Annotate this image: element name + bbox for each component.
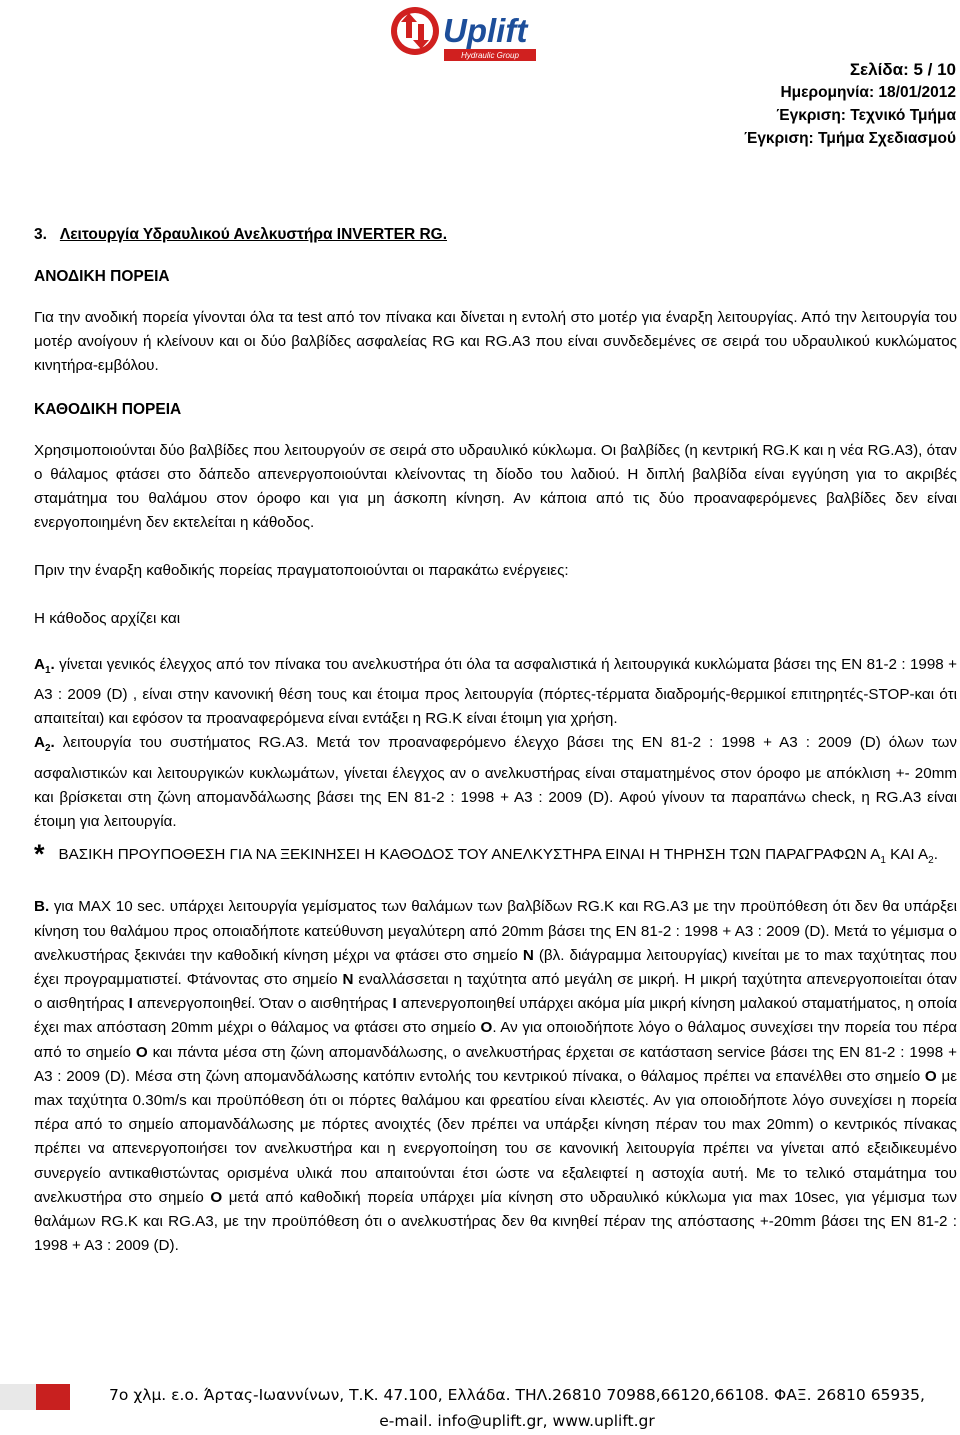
step-b-text: και πάντα μέσα στη ζώνη απομανδάλωσης, ο ανελκυστήρας έρχεται σε κατάσταση service βάσει της EN 81-2 : 1998 + A3 : 2009 (D). Μέσα στη ζώνη απομανδάλωσης κατόπιν εντολής του κεντρικού πίνακα, ο θάλαμος πρέπει να επανέλθει στο σημείο	[34, 1043, 957, 1085]
footer-address: 7ο χλμ. ε.ο. Άρτας-Ιωαννίνων, Τ.Κ. 47.100, Ελλάδα. ΤΗΛ.26810 70988,66120,66108. ΦΑΞ. 26810 65935,	[109, 1386, 925, 1404]
step-b-marker: Ο	[924, 1067, 937, 1085]
approval-design: Έγκριση: Τμήμα Σχεδιασμού	[744, 130, 956, 147]
step-b-text: μετά από καθοδική πορεία υπάρχει μία κίνηση στο υδραυλικό κύκλωμα για max 10sec, για γέμισμα των θαλάμων RG.K και RG.A3, με την προϋπόθεση ότι ο ανελκυστήρας δεν θα κινηθεί πέραν της απόστασης +-20mm βάσει της EN 81-2 : 1998 + A3 : 2009 (D).	[34, 1188, 957, 1255]
page-footer	[0, 1380, 960, 1435]
section-title: Λειτουργία Υδραυλικού Ανελκυστήρα INVERTER RG.	[59, 226, 448, 243]
step-b-marker: Ο	[135, 1043, 148, 1061]
ascending-heading: ΑΝΟΔΙΚΗ ΠΟΡΕΙΑ	[34, 268, 170, 285]
logo-tagline: Hydraulic Group	[461, 51, 519, 60]
step-b-marker: Ι	[392, 995, 397, 1013]
descent-starts-paragraph: Η κάθοδος αρχίζει και	[34, 609, 181, 627]
ascending-paragraph: Για την ανοδική πορεία γίνονται όλα τα test από τον πίνακα και δίνεται η εντολή στο μοτέρ για έναρξη λειτουργίας. Από την λειτουργία του μοτέρ ανοίγουν ή κλείνουν και οι δύο βαλβίδες ασφαλείας RG και RG.A3 που είναι συνδεδεμένες σε σειρά του υδραυλικού κυκλώματος κινητήρα-εμβόλου.	[34, 309, 957, 375]
step-b-text: . Αν για οποιοδήποτε λόγο ο θάλαμος συνεχίσει την πορεία του πέρα από το σημείο	[34, 1019, 957, 1061]
step-b-label: B.	[34, 898, 50, 916]
step-b-marker: Ν	[522, 946, 534, 964]
descending-paragraph: Χρησιμοποιούνται δύο βαλβίδες που λειτουργούν σε σειρά στο υδραυλικό κύκλωμα. Οι βαλβίδες (η κεντρική RG.K και η νέα RG.A3), όταν ο θάλαμος φτάσει στο δάπεδο απενεργοποιούνται κλείνοντας τη δίοδο του λαδιού. Η διπλή βαλβίδα είναι εγγύηση για το ακριβές σταμάτημα του θαλάμου στον όροφο και για μη άσκοπη κίνηση. Αν κάποια από τις δύο προαναφερόμενες βαλβίδες δεν είναι ενεργοποιημένη δεν εκτελείται η κάθοδος.	[34, 441, 957, 532]
step-b-marker: Ν	[342, 970, 354, 988]
step-b-text: απενεργοποιηθεί υπάρχει ακόμα μία μικρή κίνηση μαλακού σταματήματος, η οποία έχει max απόσταση 20mm μέχρι ο θάλαμος να φτάσει στο σημείο	[34, 995, 958, 1037]
document-date: Ημερομηνία: 18/01/2012	[780, 84, 956, 101]
note-text: ΒΑΣΙΚΗ ΠΡΟΥΠΟΘΕΣΗ ΓΙΑ ΝΑ ΞΕΚΙΝΗΣΕΙ Η ΚΑΘΟΔΟΣ ΤΟΥ ΑΝΕΛΚΥΣΤΗΡΑ ΕΙΝΑΙ Η ΤΗΡΗΣΗ ΤΩΝ ΠΑΡΑΓΡΑΦΩΝ Α	[58, 846, 881, 864]
company-logo	[388, 4, 538, 70]
basic-condition-note: * ΒΑΣΙΚΗ ΠΡΟΥΠΟΘΕΣΗ ΓΙΑ ΝΑ ΞΕΚΙΝΗΣΕΙ Η ΚΑΘΟΔΟΣ ΤΟΥ ΑΝΕΛΚΥΣΤΗΡΑ ΕΙΝΑΙ Η ΤΗΡΗΣΗ ΤΩΝ ΠΑΡΑΓΡΑΦΩΝ $A_1$ ΚΑΙ $A_2$.	[34, 839, 938, 870]
step-a1-label: $A_1$.	[34, 655, 55, 676]
step-a2-paragraph	[34, 731, 957, 834]
section-heading	[34, 226, 957, 244]
page-number: Σελίδα: 5 / 10	[849, 60, 956, 79]
step-a1-text: γίνεται γενικός έλεγχος από τον πίνακα του ανελκυστήρα ότι όλα τα ασφαλιστικά ή λειτουργικά κυκλώματα βάσει της EN 81-2 : 1998 + A3 : 2009 (D) , είναι στην κανονική θέση τους και έτοιμα προς λειτουργία (πόρτες-τέρματα διαδρομής-θερμικοί επιτηρητές-STOP-και ότι απαιτείται) και εφόσον τα προαναφερόμενα είναι εντάξει η RG.K είναι έτοιμη για χρήση.	[34, 655, 957, 728]
step-b-text: εναλλάσσεται η ταχύτητα από μεγάλη σε μικρή. Η μικρή ταχύτητα απενεργοποιείται όταν ο αισθητήρας	[34, 970, 958, 1013]
step-a2-text: λειτουργία του συστήματος RG.A3. Μετά τον προαναφερόμενο έλεγχο βάσει της EN 81-2 : 1998 + A3 : 2009 (D) όλων των ασφαλιστικών και λειτουργικών κυκλωμάτων, γίνεται έλεγχος αν ο ανελκυστήρας είναι σταματημένος στον όροφο με απόκλιση +- 20mm και βρίσκεται στη ζώνη απομανδάλωσης βάσει της EN 81-2 : 1998 + A3 : 2009 (D). Αφού γίνουν τα παραπάνω check, η RG.A3 είναι έτοιμη για λειτουργία.	[34, 734, 957, 831]
footer-gray-bar	[0, 1384, 36, 1410]
document-body	[34, 226, 957, 1258]
before-descent-paragraph: Πριν την έναρξη καθοδικής πορείας πραγματοποιούνται οι παρακάτω ενέργειες:	[34, 562, 569, 580]
asterisk-marker: *	[34, 839, 45, 870]
step-b-paragraph	[34, 895, 957, 1258]
step-b-text: με max ταχύτητα 0.30m/s και προϋπόθεση ότι οι πόρτες θαλάμου και φρεατίου είναι κλειστές. Αν για οποιοδήποτε λόγο συνεχίσει η πορεία πέρα από το σημείο απομανδάλωσης με πόρτες ανοιχτές (δεν πρέπει να υπάρξει κίνηση πέραν του max 20mm) ο κεντρικός πίνακας πρέπει να απενεργοποιήσει τον ανελκυστήρα και η ενεργοποίηση του σε κανονική λειτουργία πρέπει να γίνεται από εξειδικευμένο συνεργείο αντικαθιστώντας ορισμένα υλικά που απαιτούνται έτσι ώστε να εξαλειφτεί η αστοχία αυτή. Με το τελικό σταμάτημα του ανελκυστήρα στο σημείο	[34, 1067, 957, 1206]
section-number: 3.	[34, 226, 47, 243]
approval-technical: Έγκριση: Τεχνικό Τμήμα	[776, 107, 956, 124]
step-b-marker: Ο	[480, 1019, 493, 1037]
step-b-text: απενεργοποιηθεί. Όταν ο αισθητήρας	[132, 995, 393, 1013]
step-b-text: (βλ. διάγραμμα λειτουργίας) κινείται με το max ταχύτητας που έχει προγραμματιστεί. Φτάνοντας στο σημείο	[34, 946, 957, 988]
footer-contact: e-mail. info@uplift.gr, www.uplift.gr	[379, 1412, 655, 1430]
step-b-text: για MAX 10 sec. υπάρχει λειτουργία γεμίσματος των θαλάμων των βαλβίδων RG.K και RG.A3 με την προϋπόθεση ότι δεν θα υπάρξει κίνηση του θαλάμου προς οποιαδήποτε κατεύθυνση μεγαλύτερη από 20mm βάσει της EN 81-2 : 1998 + A3 : 2009 (D). Μετά το γέμισμα ο ανελκυστήρας ξεκινάει την καθοδική κίνηση μέχρι να φτάσει στο σημείο	[34, 898, 957, 964]
document-header-info	[744, 58, 956, 150]
step-a1-paragraph	[34, 653, 957, 732]
step-b-marker: Ο	[210, 1188, 223, 1206]
step-a2-label: $A_2$.	[34, 734, 55, 755]
step-b-marker: Ι	[128, 995, 133, 1013]
descending-heading: ΚΑΘΟΔΙΚΗ ΠΟΡΕΙΑ	[34, 400, 182, 418]
logo-text: Uplift	[443, 12, 528, 49]
footer-red-bar	[36, 1384, 70, 1410]
